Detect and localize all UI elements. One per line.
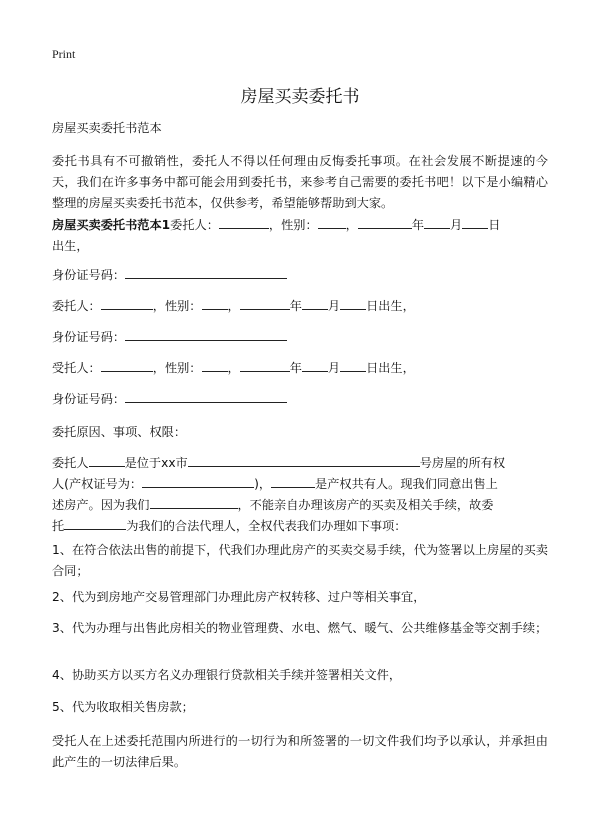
- id-number-blank[interactable]: [125, 390, 287, 403]
- comma: ，: [227, 361, 240, 375]
- month-label: 月: [327, 361, 341, 375]
- owner-name-blank[interactable]: [89, 454, 125, 467]
- gender-blank[interactable]: [318, 216, 346, 229]
- birth-year-blank[interactable]: [240, 359, 290, 372]
- principal-label: 委托人：: [52, 299, 101, 313]
- year-label: 年: [289, 361, 302, 375]
- body-text: 为我们的合法代理人，全权代表我们办理如下事项：: [126, 519, 407, 533]
- list-item: 3、代为办理与出售此房相关的物业管理费、水电、燃气、暖气、公共维修基金等交割手续；: [52, 621, 548, 635]
- birth-month-blank[interactable]: [302, 297, 328, 310]
- principal-line-1: [52, 215, 548, 257]
- comma: ，: [227, 299, 240, 313]
- month-label: 月: [327, 299, 341, 313]
- body-text: )，: [254, 477, 272, 491]
- comma: ，: [152, 299, 165, 313]
- id-number-blank[interactable]: [125, 328, 287, 341]
- born-label: 出生，: [52, 239, 89, 253]
- comma: ，: [345, 218, 358, 232]
- birth-year-blank[interactable]: [358, 216, 412, 229]
- body-text: 托: [52, 519, 65, 533]
- list-item: 1、在符合依法出售的前提下，代我们办理此房产的买卖交易手续，代为签署以上房屋的买卖合同；: [52, 543, 548, 578]
- list-item: 5、代为收取相关售房款；: [52, 700, 194, 714]
- body-text: 是产权共有人。现我们同意出售上: [315, 477, 498, 491]
- address-blank[interactable]: [188, 454, 420, 467]
- id-line-2: [52, 327, 548, 348]
- agent-name-blank[interactable]: [64, 517, 126, 530]
- birth-month-blank[interactable]: [302, 359, 328, 372]
- birth-day-blank[interactable]: [340, 297, 366, 310]
- principal-name-blank[interactable]: [101, 297, 153, 310]
- body-text: 号房屋的所有权: [419, 456, 506, 470]
- day-born-label: 日出生，: [366, 299, 415, 313]
- gender-label: 性别：: [164, 299, 202, 313]
- gender-blank[interactable]: [202, 359, 228, 372]
- birth-year-blank[interactable]: [240, 297, 290, 310]
- id-number-label: 身份证号码：: [52, 392, 126, 406]
- month-label: 月: [450, 218, 463, 232]
- birth-month-blank[interactable]: [424, 216, 450, 229]
- principal-label: 委托人：: [170, 218, 219, 232]
- print-link[interactable]: Print: [52, 47, 76, 61]
- gender-label: 性别：: [164, 361, 202, 375]
- intro-paragraph: 委托书具有不可撤销性，委托人不得以任何理由反悔委托事项。在社会发展不断提速的今天，我们在许多事务中都可能会用到委托书，来参考自己需要的委托书吧！以下是小编精心整理的房屋买卖委托书范本，仅供参考，希望能够帮助到大家。: [52, 154, 548, 210]
- document-title: 房屋买卖委托书: [240, 87, 360, 107]
- list-item: 4、协助买方以买方名义办理银行贷款相关手续并签署相关文件，: [52, 668, 402, 682]
- document-subtitle: 房屋买卖委托书范本: [52, 121, 162, 135]
- sample-heading: 房屋买卖委托书范本1: [52, 218, 171, 232]
- body-text: 委托人: [52, 456, 89, 470]
- comma: ，: [152, 361, 165, 375]
- birth-day-blank[interactable]: [340, 359, 366, 372]
- certificate-number-blank[interactable]: [142, 475, 254, 488]
- year-label: 年: [411, 218, 425, 232]
- id-line-1: [52, 265, 548, 286]
- principal-name-blank[interactable]: [219, 216, 269, 229]
- authorization-paragraph: [52, 453, 548, 537]
- agent-label: 受托人：: [52, 361, 101, 375]
- id-line-3: [52, 389, 548, 410]
- year-label: 年: [289, 299, 302, 313]
- id-number-label: 身份证号码：: [52, 268, 126, 282]
- principal-line-2: [52, 296, 548, 317]
- body-text: 述房产。因为我们: [52, 498, 150, 512]
- gender-label: 性别：: [281, 218, 318, 232]
- co-owner-blank[interactable]: [271, 475, 315, 488]
- agent-name-blank[interactable]: [101, 359, 153, 372]
- day-born-label: 日出生，: [366, 361, 415, 375]
- closing-paragraph: 受托人在上述委托范围内所进行的一切行为和所签署的一切文件我们均予以承认，并承担由此产生的一切法律后果。: [52, 734, 548, 769]
- gender-blank[interactable]: [202, 297, 228, 310]
- birth-day-blank[interactable]: [462, 216, 488, 229]
- id-number-label: 身份证号码：: [52, 330, 126, 344]
- reason-blank[interactable]: [150, 496, 238, 509]
- body-text: 是位于xx市: [124, 456, 188, 470]
- id-number-blank[interactable]: [125, 266, 287, 279]
- comma: ，: [268, 218, 282, 232]
- agent-line: [52, 358, 548, 379]
- day-label: 日: [488, 218, 501, 232]
- reason-heading: 委托原因、事项、权限：: [52, 425, 187, 439]
- list-item: 2、代为到房地产交易管理部门办理此房产权转移、过户等相关事宜，: [52, 590, 426, 604]
- body-text: ，不能亲自办理该房产的买卖及相关手续，故委: [237, 498, 494, 512]
- body-text: 人(产权证号为：: [52, 477, 143, 491]
